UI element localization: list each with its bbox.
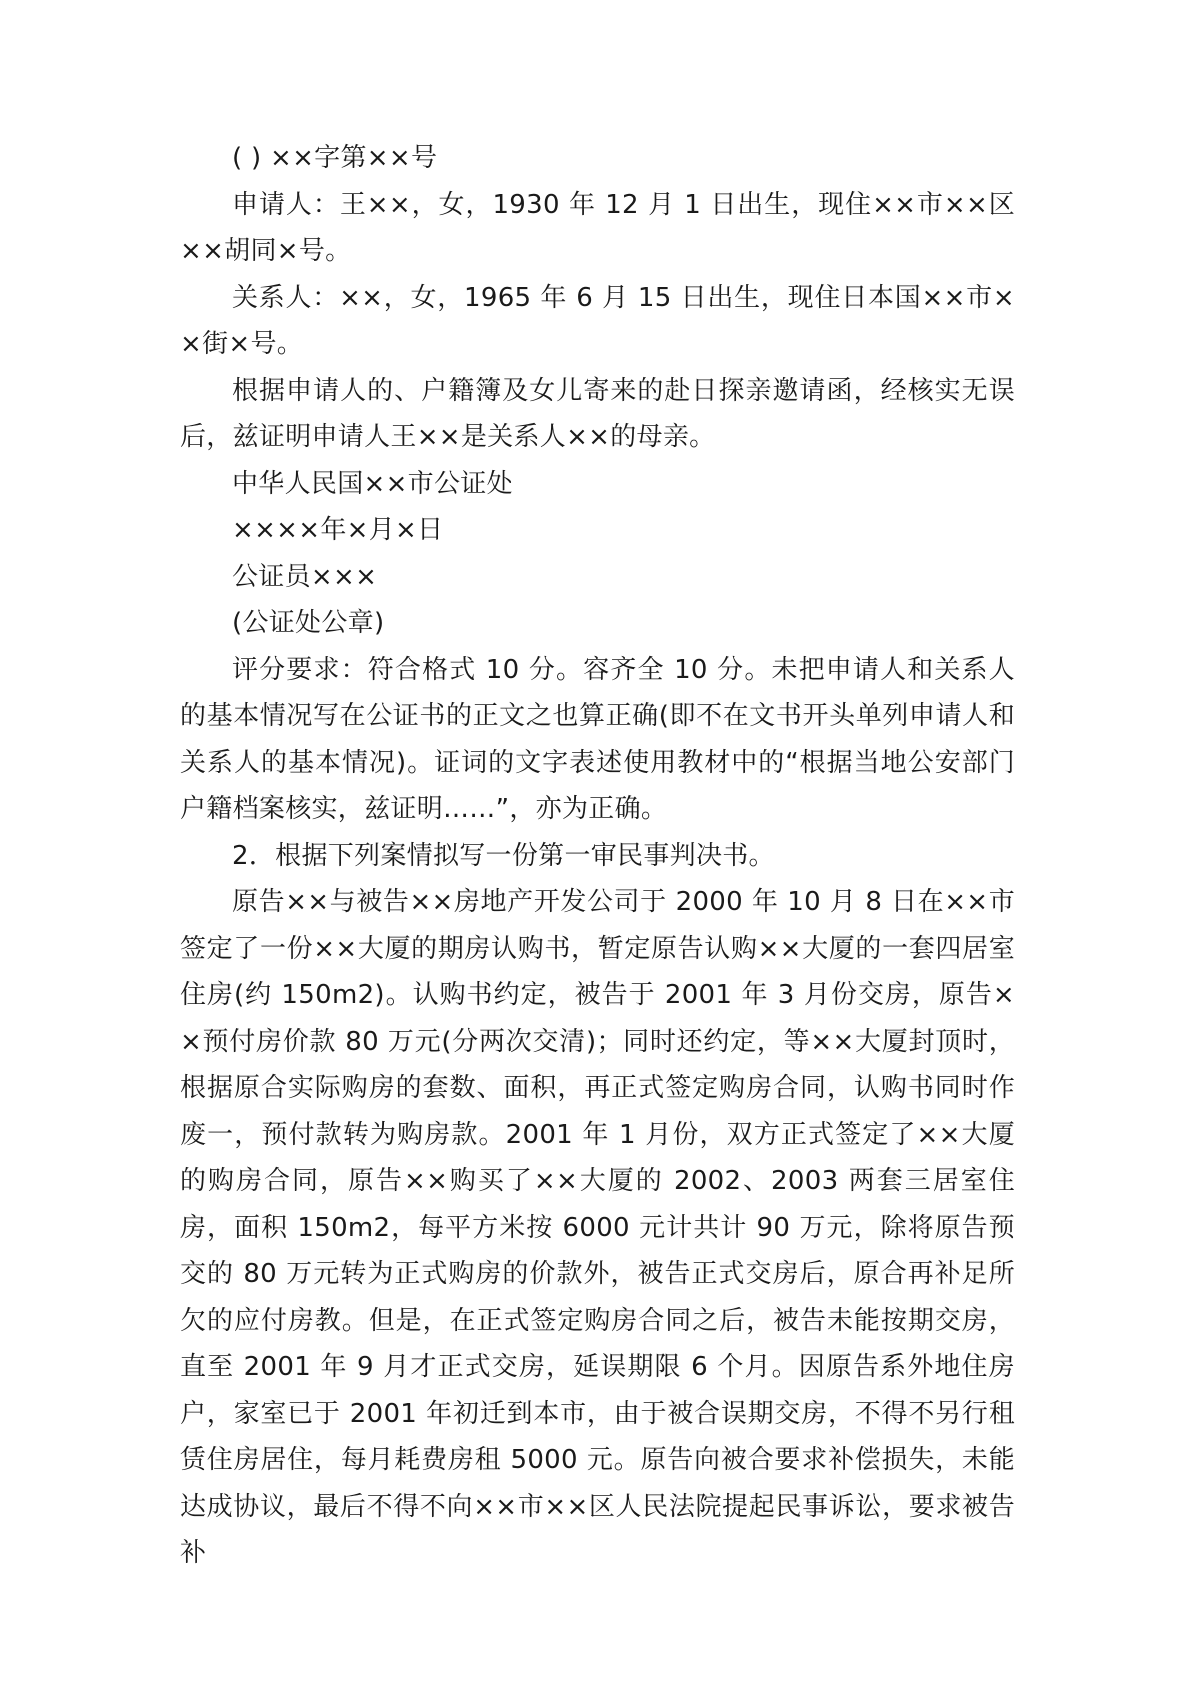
case-description: 原告××与被告××房地产开发公司于 2000 年 10 月 8 日在××市签定了一份××大厦的期房认购书，暂定原告认购××大厦的一套四居室住房(约 150m2)。认购书约定，被告于 2001 年 3 月份交房，原告××预付房价款 80 万元(分两次交清)；同时还约定，等××大厦封顶时，根据原合实际购房的套数、面积，再正式签定购房合同，认购书同时作废一，预付款转为购房款。2001 年 1 月份，双方正式签定了××大厦的购房合同，原告××购买了××大厦的 2002、2003 两套三居室住房，面积 150m2，每平方米按 6000 元计共计 90 万元，除将原告预交的 80 万元转为正式购房的价款外，被告正式交房后，原合再补足所欠的应付房教。但是，在正式签定购房合同之后，被告未能按期交房，直至 2001 年 9 月才正式交房，延误期限 6 个月。因原告系外地住房户，家室已于 2001 年初迁到本市，由于被合误期交房，不得不另行租赁住房居住，每月耗费房租 5000 元。原告向被合要求补偿损失，未能达成协议，最后不得不向××市××区人民法院提起民事诉讼，要求被告补 <box>180 887 1015 1568</box>
notary-officer: 公证员××× <box>232 561 378 592</box>
grading-requirements: 评分要求：符合格式 10 分。容齐全 10 分。未把申请人和关系人的基本情况写在公证书的正文之也算正确(即不在文书开头单列申请人和关系人的基本情况)。证词的文字表述使用教材中的“根据当地公安部门户籍档案核实，兹证明……”，亦为正确。 <box>180 654 1015 824</box>
related-party-info: 关系人：××，女，1965 年 6 月 15 日出生，现住日本国××市××街×号。 <box>180 282 1015 359</box>
issue-date: ××××年×月×日 <box>232 515 444 545</box>
document-body <box>180 135 1015 1577</box>
notary-office: 中华人民国××市公证处 <box>232 468 513 499</box>
certification-statement: 根据申请人的、户籍簿及女儿寄来的赴日探亲邀请函，经核实无误后，兹证明申请人王××是关系人××的母亲。 <box>180 375 1015 452</box>
official-seal-note: (公证处公章) <box>232 608 385 638</box>
applicant-info: 申请人：王××，女，1930 年 12 月 1 日出生，现住××市××区××胡同×号。 <box>180 189 1015 266</box>
question-2-heading: 2．根据下列案情拟写一份第一审民事判决书。 <box>232 840 775 871</box>
document-number: ( ) ××字第××号 <box>232 143 438 173</box>
